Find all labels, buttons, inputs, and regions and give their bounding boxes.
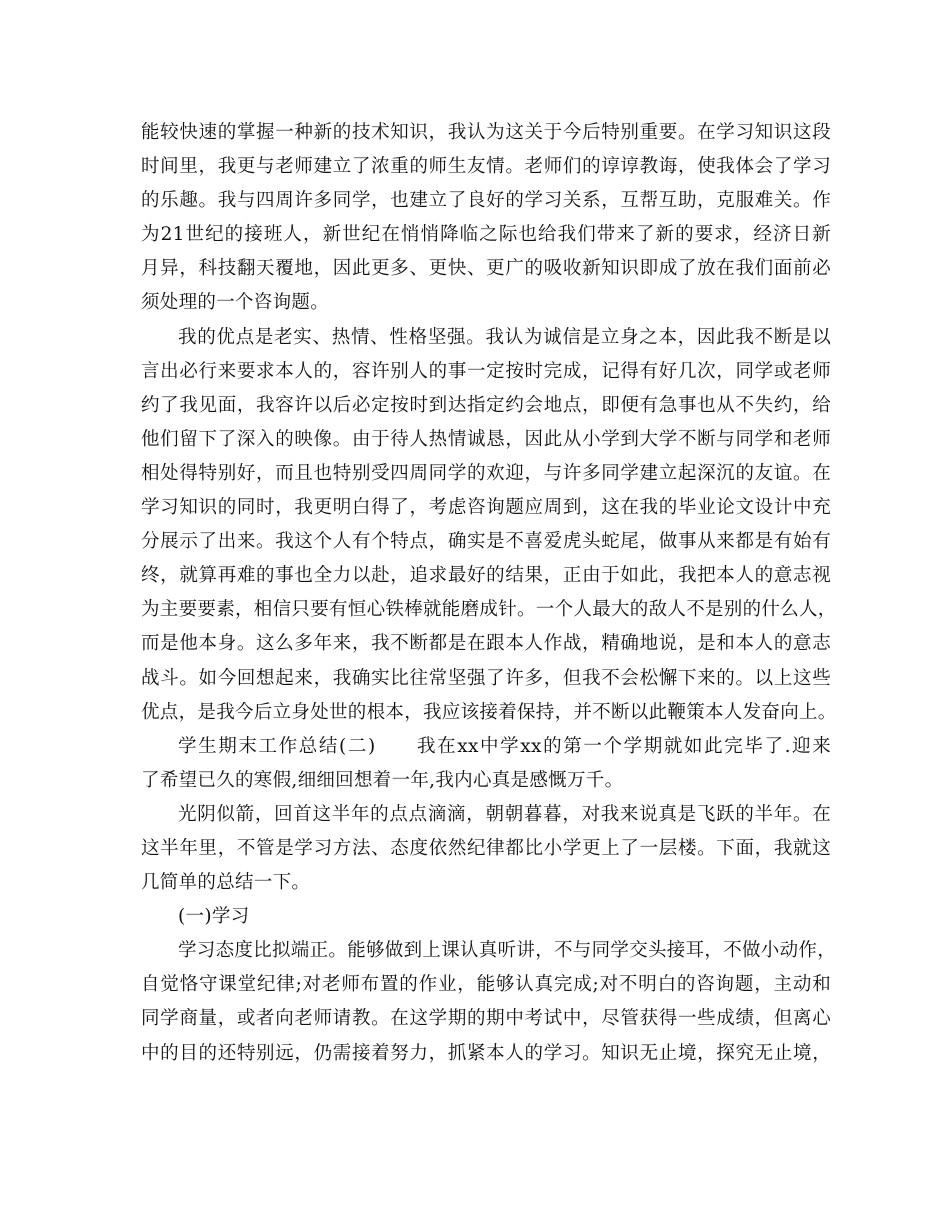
text-line: 了希望已久的寒假,细细回想着一年,我内心真是感慨万千。 [141, 769, 624, 791]
text-line: 这半年里，不管是学习方法、态度依然纪律都比小学更上了一层楼。下面，我就这 [141, 837, 831, 859]
text-line: 自觉恪守课堂纪律;对老师布置的作业，能够认真完成;对不明白的咨询题，主动和 [141, 974, 831, 996]
text-line: 终，就算再难的事也全力以赴，追求最好的结果，正由于如此，我把本人的意志视 [141, 565, 831, 587]
subheading-study [141, 900, 831, 934]
text-line: 同学商量，或者向老师请教。在这学期的期中考试中，尽管获得一些成绩，但离心 [141, 1008, 831, 1030]
text-line: 言出必行来要求本人的，容许别人的事一定按时完成，记得有好几次，同学或老师 [141, 360, 831, 382]
document-page [141, 116, 837, 1071]
text-line: 月异，科技翻天覆地，因此更多、更快、更广的吸收新知识即成了放在我们面前必 [141, 258, 831, 280]
paragraph-3 [141, 730, 831, 798]
text-line: 学习知识的同时，我更明白得了，考虑咨询题应周到，这在我的毕业论文设计中充 [141, 497, 831, 519]
paragraph-4 [141, 798, 831, 900]
text-line: 分展示了出来。我这个人有个特点，确实是不喜爱虎头蛇尾，做事从来都是有始有 [141, 531, 831, 553]
text-line: 须处理的一个咨询题。 [141, 292, 330, 314]
text-line: 战斗。如今回想起来，我确实比往常坚强了许多，但我不会松懈下来的。以上这些 [141, 667, 831, 689]
text-line: 为主要要素，相信只要有恒心铁棒就能磨成针。一个人最大的敌人不是别的什么人， [141, 599, 837, 621]
text-line: 优点，是我今后立身处世的根本，我应该接着保持，并不断以此鞭策本人发奋向上。 [141, 701, 837, 723]
text-line: 几简单的总结一下。 [141, 872, 311, 894]
text-line: 而是他本身。这么多年来，我不断都是在跟本人作战，精确地说，是和本人的意志 [141, 633, 831, 655]
text-line: 约了我见面，我容许以后必定按时到达指定约会地点，即便有急事也从不失约，给 [141, 394, 831, 416]
section-heading-line: 学生期末工作总结(二) 我在xx中学xx的第一个学期就如此完毕了.迎来 [178, 735, 831, 757]
text-line: 时间里，我更与老师建立了浓重的师生友情。老师们的谆谆教诲，使我体会了学习 [141, 156, 831, 178]
text-line: 学习态度比拟端正。能够做到上课认真听讲，不与同学交头接耳，不做小动作， [178, 940, 837, 962]
text-line: 为21世纪的接班人，新世纪在悄悄降临之际也给我们带来了新的要求，经济日新 [141, 224, 831, 246]
text-line: 光阴似箭，回首这半年的点点滴滴，朝朝暮暮，对我来说真是飞跃的半年。在 [178, 803, 831, 825]
text-line: 的乐趣。我与四周许多同学，也建立了良好的学习关系，互帮互助，克服难关。作 [141, 190, 831, 212]
text-line: 相处得特别好，而且也特别受四周同学的欢迎，与许多同学建立起深沉的友谊。在 [141, 462, 831, 484]
paragraph-1 [141, 116, 831, 321]
text-line: 他们留下了深入的映像。由于待人热情诚恳，因此从小学到大学不断与同学和老师 [141, 428, 831, 450]
text-line: 能较快速的掌握一种新的技术知识，我认为这关于今后特别重要。在学习知识这段 [141, 122, 831, 143]
paragraph-6 [141, 934, 837, 1070]
text-line: 中的目的还特别远，仍需接着努力，抓紧本人的学习。知识无止境，探究无止境， [141, 1042, 831, 1064]
paragraph-2 [141, 321, 837, 730]
text-line: 我的优点是老实、热情、性格坚强。我认为诚信是立身之本，因此我不断是以 [178, 326, 831, 348]
subheading-text: (一)学习 [178, 906, 250, 928]
